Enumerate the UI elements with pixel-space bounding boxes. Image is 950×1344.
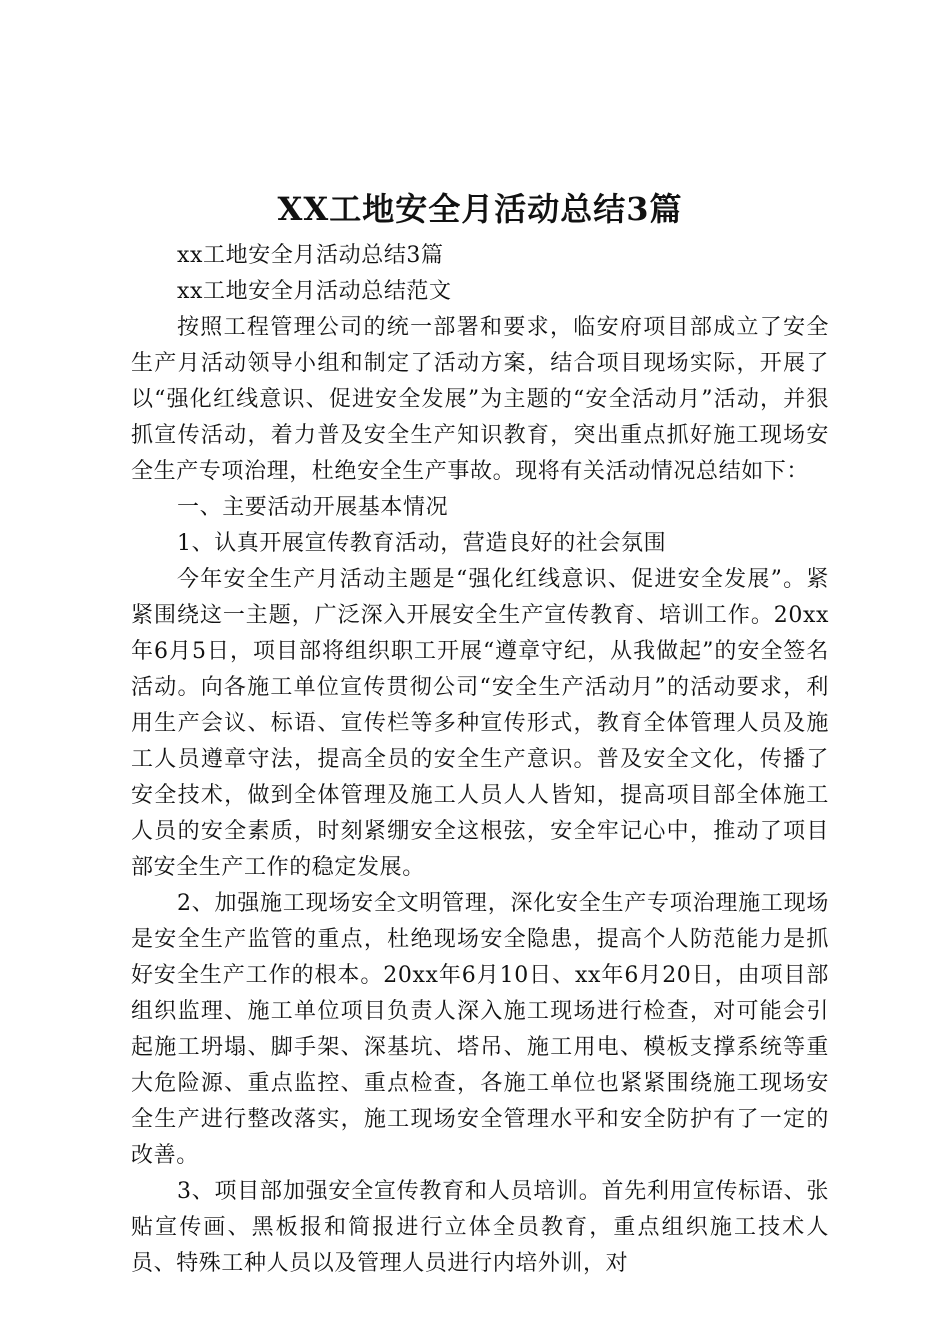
paragraph-subtitle-2: xx工地安全月活动总结范文 — [177, 279, 452, 304]
paragraph-body-2: 2、加强施工现场安全文明管理，深化安全生产专项治理施工现场是安全生产监管的重点，杜绝现场安全隐患，提高个人防范能力是抓好安全生产工作的根本。20xx年6月10日、xx年6月20日，由项目部组织监理、施工单位项目负责人深入施工现场进行检查，对可能会引起施工坍塌、脚手架、深基坑、塔吊、施工用电、模板支撑系统等重大危险源、重点监控、重点检查，各施工单位也紧紧围绕施工现场安全生产进行整改落实，施工现场安全管理水平和安全防护有了一定的改善。 — [131, 891, 829, 1168]
paragraph-body-1: 今年安全生产月活动主题是“强化红线意识、促进安全发展”。紧紧围绕这一主题，广泛深入开展安全生产宣传教育、培训工作。20xx年6月5日，项目部将组织职工开展“遵章守纪，从我做起”的安全签名活动。向各施工单位宣传贯彻公司“安全生产活动月”的活动要求，利用生产会议、标语、宣传栏等多种宣传形式，教育全体管理人员及施工人员遵章守法，提高全员的安全生产意识。普及安全文化，传播了安全技术，做到全体管理及施工人员人人皆知，提高项目部全体施工人员的安全素质，时刻紧绷安全这根弦，安全牢记心中，推动了项目部安全生产工作的稳定发展。 — [131, 567, 829, 880]
section-heading-1: 一、主要活动开展基本情况 — [177, 495, 449, 520]
document-page — [131, 186, 829, 1282]
document-title: XX工地安全月活动总结3篇 — [277, 190, 683, 228]
paragraph-intro: 按照工程管理公司的统一部署和要求，临安府项目部成立了安全生产月活动领导小组和制定了活动方案，结合项目现场实际，开展了以“强化红线意识、促进安全发展”为主题的“安全活动月”活动，并狠抓宣传活动，着力普及安全生产知识教育，突出重点抓好施工现场安全生产专项治理，杜绝安全生产事故。现将有关活动情况总结如下： — [131, 315, 829, 484]
paragraph-body-3: 3、项目部加强安全宣传教育和人员培训。首先利用宣传标语、张贴宣传画、黑板报和简报进行立体全员教育，重点组织施工技术人员、特殊工种人员以及管理人员进行内培外训，对 — [131, 1179, 829, 1276]
paragraph-subtitle-1: xx工地安全月活动总结3篇 — [177, 243, 444, 268]
subsection-heading-1: 1、认真开展宣传教育活动，营造良好的社会氛围 — [177, 531, 667, 556]
